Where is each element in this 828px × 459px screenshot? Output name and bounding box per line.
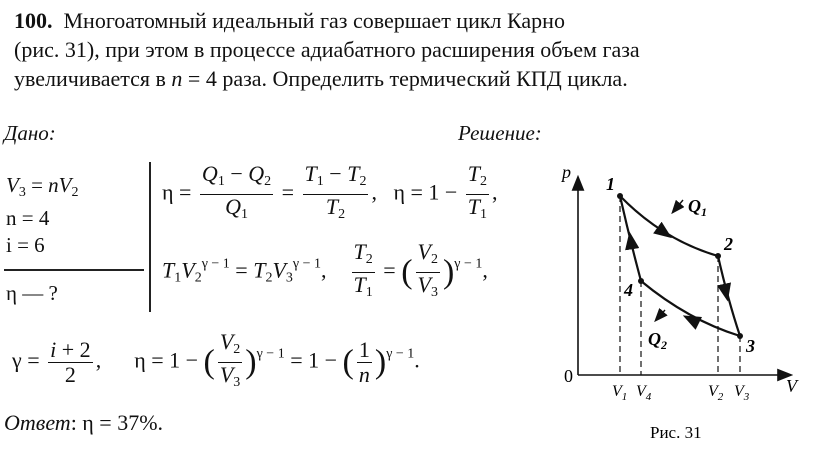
- q1-label: $Q_1$: [688, 196, 707, 219]
- answer: [4, 410, 163, 436]
- problem-line-2: (рис. 31), при этом в процессе адиабатного расширения объем газа: [14, 37, 640, 62]
- formula-adiabat: $T_1V_2^{\gamma - 1} = T_2V_3^{\gamma - 1}$, $\frac{T_2}{T_1}$ = ( $\frac{V_2}{V_3}$ )$^{\gamma - 1}$,: [162, 239, 488, 300]
- point-1-label: 1: [606, 174, 615, 194]
- carnot-cycle-figure: [548, 160, 818, 450]
- given-n: n = 4: [6, 206, 50, 230]
- point-1: [617, 193, 623, 199]
- figure-caption: Рис. 31: [650, 423, 702, 442]
- problem-statement: [14, 6, 814, 93]
- axis-v-label: V: [786, 376, 797, 396]
- q2-label: $Q_2$: [648, 329, 667, 352]
- tick-v1: $V_1$: [612, 383, 628, 403]
- q1-pointer: [673, 200, 683, 212]
- problem-line-1: 100. Многоатомный идеальный газ совершает цикл Карно: [14, 8, 565, 33]
- adiabat-2-3: [718, 256, 740, 336]
- point-2-label: 2: [724, 234, 733, 254]
- tick-v3: $V_3$: [734, 383, 750, 403]
- tick-v2: $V_2$: [708, 383, 724, 403]
- given-divider-vertical: [149, 162, 151, 312]
- given-divider-horizontal: [4, 269, 144, 271]
- axis-p-label: p: [562, 162, 571, 182]
- point-3-label: 3: [746, 336, 755, 356]
- formula-gamma-final: γ = $\frac{i + 2}{2}$ , η = 1 − ( $\frac{V_2}{V_3}$ )$^{\gamma - 1}$ = 1 − ( $\frac{1}{n}$ )$^{\gamma - 1}$.: [12, 329, 420, 390]
- given-unknown: η — ?: [6, 281, 58, 305]
- solution-heading: Решение:: [458, 121, 542, 145]
- given-heading: Дано:: [4, 121, 56, 145]
- given-i: i = 6: [6, 233, 45, 257]
- arrow-1-2: [658, 228, 669, 236]
- answer-label: Ответ: [4, 410, 71, 435]
- q2-pointer: [656, 310, 665, 320]
- point-4: [638, 278, 644, 284]
- origin-label: 0: [564, 366, 573, 386]
- problem-number: 100.: [14, 8, 53, 33]
- given-v3: $V_3 = nV_2$: [6, 173, 79, 200]
- point-2: [715, 253, 721, 259]
- point-3: [737, 333, 743, 339]
- tick-v4: $V_4$: [636, 383, 652, 403]
- arrow-4-1: [630, 235, 632, 248]
- answer-value: : η = 37%.: [70, 410, 164, 435]
- formula-efficiency-heat: η = $\frac{Q_1 - Q_2}{Q_1}$ = $\frac{T_1 - T_2}{T_2}$ , η = 1 − $\frac{T_2}{T_1}$ ,: [162, 161, 498, 222]
- problem-line-3: увеличивается в n = 4 раза. Определить термический КПД цикла.: [14, 66, 628, 91]
- point-4-label: 4: [624, 280, 633, 300]
